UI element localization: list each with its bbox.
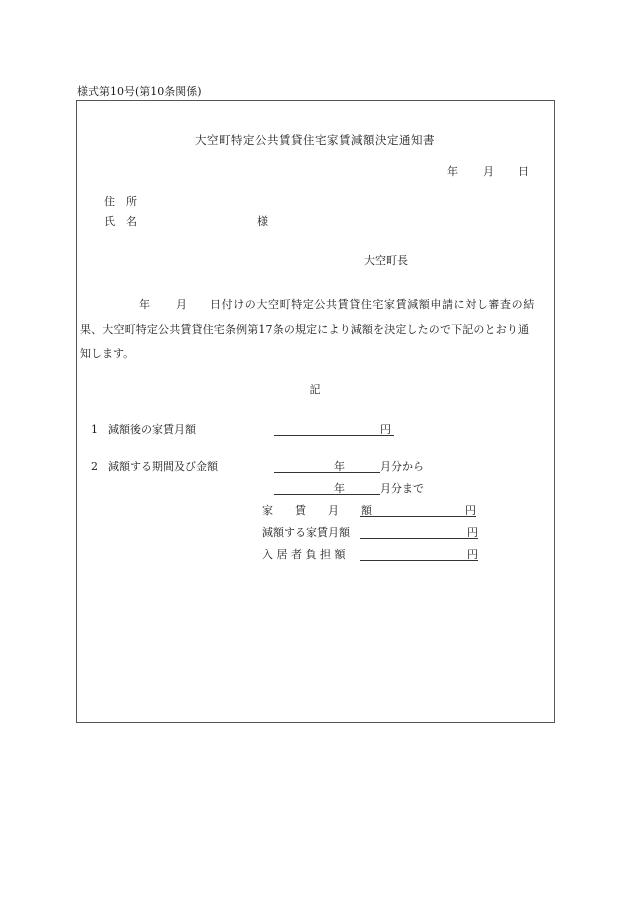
- name-label: 氏 名: [104, 215, 137, 228]
- item-1-unit: 円: [380, 423, 391, 436]
- body-line-1: 日付けの大空町特定公共賃貸住宅家賃減額申請に対し審査の結: [210, 298, 535, 311]
- rent-monthly-underline: [360, 516, 476, 517]
- rent-monthly-unit: 円: [465, 504, 476, 517]
- period-from-underline: [274, 472, 380, 473]
- body-year: 年: [139, 298, 150, 311]
- item-1-label: 減額後の家賃月額: [108, 423, 196, 436]
- item-2-number: 2: [91, 460, 98, 473]
- item-1-underline: [274, 435, 394, 436]
- date-year: 年: [447, 165, 458, 178]
- reduced-rent-label: 減額する家賃月額: [262, 526, 350, 539]
- item-1-number: 1: [91, 423, 98, 436]
- sender-title: 大空町長: [364, 254, 408, 267]
- period-from-year: 年: [334, 460, 345, 473]
- body-line-3: 知します。: [80, 347, 135, 360]
- date-day: 日: [518, 165, 529, 178]
- period-to-underline: [274, 494, 380, 495]
- body-month: 月: [176, 298, 187, 311]
- document-title: 大空町特定公共賃貸住宅家賃減額決定通知書: [195, 133, 435, 147]
- tenant-burden-label: 入 居 者 負 担 額: [262, 548, 346, 561]
- period-from-suffix: 月分から: [380, 460, 424, 473]
- address-label: 住 所: [104, 195, 137, 208]
- reduced-rent-underline: [360, 538, 478, 539]
- form-label: 様式第10号(第10条関係): [77, 85, 202, 98]
- reduced-rent-unit: 円: [467, 526, 478, 539]
- notice-frame: [76, 100, 555, 723]
- ki-heading: 記: [309, 383, 321, 396]
- date-month: 月: [483, 165, 494, 178]
- period-to-suffix: 月分まで: [380, 482, 424, 495]
- item-2-label: 減額する期間及び金額: [108, 460, 218, 473]
- tenant-burden-underline: [360, 560, 478, 561]
- period-to-year: 年: [334, 482, 345, 495]
- honorific: 様: [257, 215, 268, 228]
- rent-monthly-label: 家 賃 月 額: [262, 504, 372, 517]
- body-line-2: 果、大空町特定公共賃貸住宅条例第17条の規定により減額を決定したので下記のとおり通: [80, 323, 530, 336]
- tenant-burden-unit: 円: [467, 548, 478, 561]
